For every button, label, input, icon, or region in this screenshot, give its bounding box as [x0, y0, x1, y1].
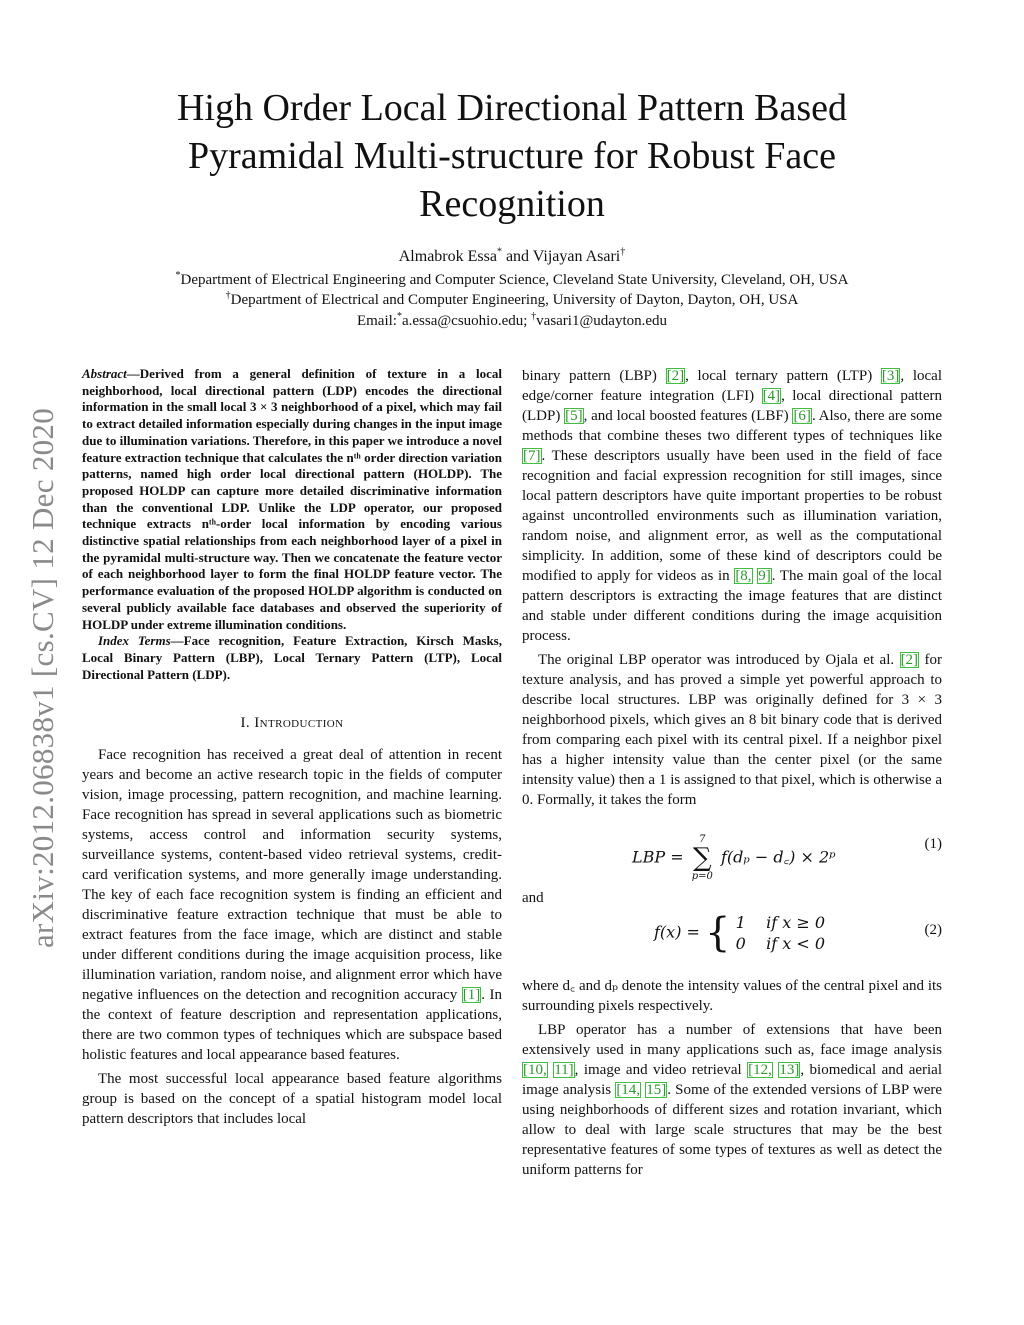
arxiv-sidebar — [20, 348, 66, 948]
author-1-mark: * — [496, 246, 502, 258]
citation-4[interactable]: [4] — [762, 388, 781, 404]
email-2[interactable]: vasari1@udayton.edu — [536, 313, 668, 329]
eq2-case-1: 1 if x ≥ 0 — [735, 913, 825, 932]
abstract-label: Abstract — [82, 366, 127, 381]
equation-1-number: (1) — [924, 836, 942, 852]
affiliation-2-text: Department of Electrical and Computer Engineering, University of Dayton, Dayton, OH, USA — [230, 292, 799, 308]
citation-2b[interactable]: [2] — [900, 652, 919, 668]
eq2-case-2: 0 if x < 0 — [735, 934, 825, 953]
email-label: Email: — [356, 313, 397, 329]
eq1-lhs: LBP = — [632, 847, 684, 867]
author-line — [80, 248, 944, 266]
eq1-sum-upper: 7 — [699, 834, 706, 845]
email-line — [60, 313, 964, 330]
eq2-brace: { — [705, 910, 731, 956]
affiliation-1 — [60, 272, 964, 289]
index-terms-label: Index Terms — [98, 633, 171, 649]
equation-2 — [522, 910, 942, 968]
p6-text-a: LBP operator has a number of extensions that have been extensively used in many applications such as, face image analysis — [522, 1022, 942, 1058]
extensions-paragraph — [522, 1020, 942, 1180]
citation-2[interactable]: [2] — [666, 368, 685, 384]
equation-1 — [522, 824, 942, 882]
right-column — [522, 366, 942, 1180]
lbp-paragraph — [522, 650, 942, 810]
citation-12[interactable]: [12, — [748, 1062, 772, 1078]
citation-9[interactable]: 9] — [758, 568, 771, 584]
arxiv-identifier: arXiv:2012.06838v1 [cs.CV] 12 Dec 2020 — [25, 407, 60, 948]
email-2-mark: † — [531, 311, 537, 322]
citation-1[interactable]: [1] — [462, 987, 481, 1004]
equation-1-body — [632, 834, 836, 882]
p3-text-h: . The main goal of the local pattern descriptors is extracting the image features that are distinct and stable under different conditions during the image acquisition process. — [522, 568, 942, 644]
equation-2-number: (2) — [924, 922, 942, 938]
author-2-mark: † — [620, 246, 626, 258]
equation-2-body — [654, 912, 825, 954]
intro-paragraph-3 — [522, 366, 942, 646]
p4-text-a: The original LBP operator was introduced by Ojala et al. — [538, 652, 900, 668]
abstract — [82, 366, 502, 633]
affiliation-2-mark: † — [225, 290, 231, 301]
affiliation-2 — [60, 292, 964, 309]
intro-paragraph-2: The most successful local appearance based feature algorithms group is based on the concept of a spatial histogram model local pattern descriptors that includes local — [82, 1071, 502, 1128]
citation-3[interactable]: [3] — [881, 368, 900, 384]
p4-text-b: for texture analysis, and has proved a simple yet powerful approach to describe local structures. LBP was originally defined for 3 × 3 neighborhood pixels, which gives an 8 bit binary code that is derived from comparing each pixel with its central pixel. If a neighbor pixel has a higher intensity value than the center pixel (or the same intensity value) then a 1 is assigned to that pixel, which is otherwise a 0. Formally, it takes the form — [522, 652, 942, 808]
p3-text-a: binary pattern (LBP) — [522, 368, 666, 384]
citation-14[interactable]: [14, — [616, 1082, 641, 1098]
p3-text-g: . These descriptors usually have been used in the field of face recognition and facial expression recognition for still images, since local pattern descriptors have quite important properties to be robust against uncontrolled environments such as illumination variation, random noise, and alignment error, as well as the computational simplicity. In addition, some of these kind of descriptors could be modified to apply for videos as in — [522, 448, 942, 584]
p3-text-c: , local edge/corner feature integration (LFI) — [522, 368, 942, 404]
intro-p1-text-b: . In the context of feature description and representation applications, there are two common types of techniques which are subspace based holistic features and local appearance based features. — [82, 987, 502, 1064]
citation-10[interactable]: [10, — [523, 1062, 547, 1078]
eq1-sigma: ∑ — [693, 843, 712, 873]
section-heading-introduction: I. Introduction — [240, 715, 344, 732]
citation-6[interactable]: [6] — [793, 408, 811, 424]
paper-title: High Order Local Directional Pattern Based Pyramidal Multi-structure for Robust Face Recognition — [176, 87, 848, 225]
author-2: Vijayan Asari — [532, 248, 621, 265]
index-terms — [82, 633, 502, 683]
eq1-rhs: f(dₚ − d꜀) × 2ᵖ — [720, 847, 836, 867]
author-and: and — [505, 248, 530, 265]
p3-text-e: , and local boosted features (LBF) — [583, 408, 793, 424]
eq2-lhs: f(x) = — [654, 922, 700, 942]
left-column — [82, 366, 502, 1129]
p6-text-c: , biomedical and aerial image analysis — [522, 1062, 942, 1098]
p3-text-f: . Also, there are some methods that combine theses two different types of techniques like — [522, 408, 942, 444]
author-1: Almabrok Essa — [398, 248, 497, 265]
p6-text-d: . Some of the extended versions of LBP were using neighborhoods of different sizes and rotation invariant, which allow to deal with large scale structures that may be the best representative features of some types of textures as well as detect the uniform patterns for — [522, 1082, 943, 1178]
citation-5[interactable]: [5] — [565, 408, 583, 424]
citation-11[interactable]: 11] — [554, 1062, 574, 1078]
p3-text-b: , local ternary pattern (LTP) — [685, 368, 881, 384]
citation-15[interactable]: 15] — [646, 1082, 667, 1098]
p6-text-b: , image and video retrieval — [574, 1062, 748, 1078]
where-paragraph: where d꜀ and dₚ denote the intensity values of the central pixel and its surrounding pixels respectively. — [522, 978, 942, 1014]
citation-7[interactable]: [7] — [523, 448, 541, 464]
abstract-text: —Derived from a general definition of texture in a local neighborhood, local directional pattern (LDP) encodes the directional information in the small local 3 × 3 neighborhood of a pixel, which may fail to extract detailed information especially during changes in the input image due to illumination variations. Therefore, in this paper we introduce a novel feature extraction technique that calculates the nᵗʰ order direction variation patterns, named high order local directional pattern (HOLDP). The proposed HOLDP can capture more detailed discriminative information than the conventional LDP. Unlike the LDP operator, our proposed technique extracts nᵗʰ-order local information by encoding various distinctive spatial relationships from each neighborhood layer of a pixel in the pyramidal multi-structure way. Then we concatenate the feature vector of each neighborhood layer to form the final HOLDP feature vector. The performance evaluation of the proposed HOLDP algorithm is conducted on several publicly available face databases and observed the superiority of HOLDP under extreme illumination conditions. — [82, 366, 502, 632]
email-1[interactable]: a.essa@csuohio.edu; — [401, 313, 528, 329]
eq2-case-list — [736, 912, 825, 954]
and-word: and — [522, 890, 544, 906]
email-1-mark: * — [396, 311, 402, 322]
affiliation-1-mark: * — [175, 270, 181, 281]
eq1-sum-lower: p=0 — [691, 871, 713, 882]
citation-13[interactable]: 13] — [779, 1062, 800, 1078]
eq2-cases — [705, 912, 825, 954]
p3-text-d: , local directional pattern (LDP) — [522, 388, 942, 424]
eq1-summation — [692, 834, 713, 882]
index-terms-text: —Face recognition, Feature Extraction, Kirsch Masks, Local Binary Pattern (LBP), Local Ternary Pattern (LTP), Local Directional Pattern (LDP). — [82, 633, 502, 682]
affiliation-1-text: Department of Electrical Engineering and Computer Science, Cleveland State University, Cleveland, OH, USA — [180, 272, 849, 288]
intro-p1-text-a: Face recognition has received a great deal of attention in recent years and become an active research topic in the fields of computer vision, image processing, pattern recognition, and machine learning. Face recognition has spread in several applications such as biometric systems, access control and information security systems, surveillance systems, content-based video retrieval systems, credit-card verification systems, and more generally image understanding. The key of each face recognition system is finding an efficient and discriminative feature extraction technique that must be able to extract features from the face image, which are distinct and stable under different conditions during the image acquisition process, like illumination variation, random noise, and alignment error which have negative influences on the detection and recognition accuracy — [82, 747, 502, 1004]
intro-paragraph-1 — [82, 745, 502, 1065]
citation-8[interactable]: [8, — [735, 568, 752, 584]
